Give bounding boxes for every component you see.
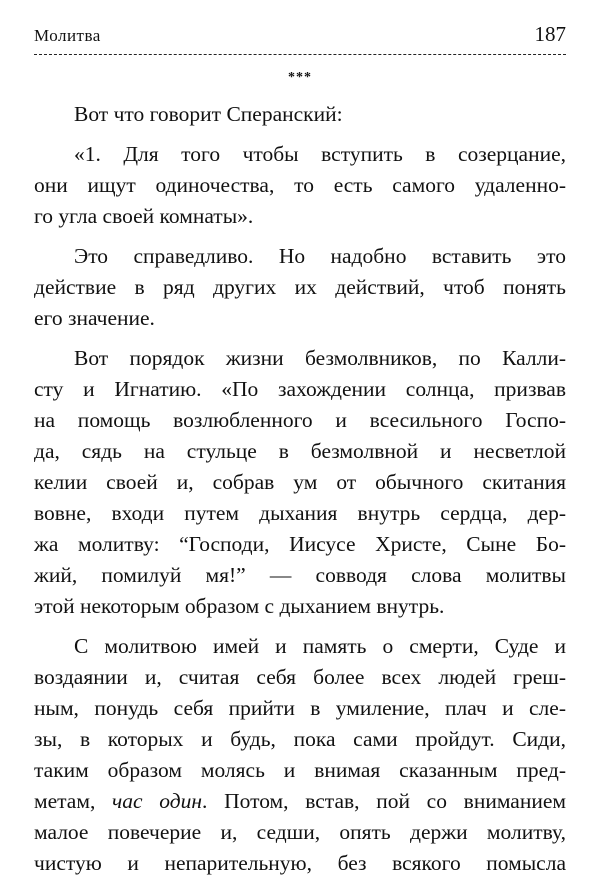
text-line: ным, понудь себя прийти в умиление, плач и сле- — [34, 696, 566, 720]
text-fragment: метам, — [34, 789, 113, 813]
text-fragment: . Потом, встав, пой со вниманием — [202, 789, 566, 813]
text-line: жа молитву: “Господи, Иисусе Христе, Сыне Бо- — [34, 532, 566, 556]
page-number: 187 — [534, 22, 566, 46]
text-line: Это справедливо. Но надобно вставить это — [74, 244, 566, 268]
text-line: они ищут одиночества, то есть самого удаленно- — [34, 173, 566, 197]
text-line: да, сядь на стульце в безмолвной и несветлой — [34, 439, 566, 463]
text-line: малое повечерие и, седши, опять держи молитву, — [34, 820, 566, 844]
text-line: го угла своей комнаты». — [34, 204, 254, 228]
text-line: «1. Для того чтобы вступить в созерцание, — [74, 142, 566, 166]
text-line: Вот что говорит Сперанский: — [74, 102, 343, 126]
italic-emphasis: час один — [112, 789, 203, 813]
text-line: этой некоторым образом с дыханием внутрь. — [34, 594, 445, 618]
text-line: вовне, входи путем дыхания внутрь сердца, дер- — [34, 501, 566, 525]
text-line: зы, в которых и будь, пока сами пройдут. Сиди, — [34, 727, 566, 751]
running-title: Молитва — [34, 26, 101, 45]
text-line: келии своей и, собрав ум от обычного скитания — [34, 470, 566, 494]
text-line: чистую и непарительную, без всякого помысла — [34, 851, 566, 875]
text-line: Вот порядок жизни безмолвников, по Калли- — [74, 346, 566, 370]
text-line: таким образом молясь и внимая сказанным пред- — [34, 758, 566, 782]
header-rule — [34, 54, 566, 55]
body-text — [34, 99, 566, 879]
text-line: воздаянии и, считая себя более всех людей греш- — [34, 665, 566, 689]
text-line: жий, помилуй мя!” — совводя слова молитвы — [34, 563, 566, 587]
page-header — [34, 22, 566, 54]
text-line: его значение. — [34, 306, 155, 330]
text-line: на помощь возлюбленного и всесильного Госпо- — [34, 408, 566, 432]
text-line: сту и Игнатию. «По захождении солнца, призвав — [34, 377, 566, 401]
text-line: действие в ряд других их действий, чтоб понять — [34, 275, 566, 299]
text-line: С молитвою имей и память о смерти, Суде и — [74, 634, 566, 658]
section-separator: *** — [288, 70, 312, 85]
text-line-with-italic — [34, 786, 566, 817]
